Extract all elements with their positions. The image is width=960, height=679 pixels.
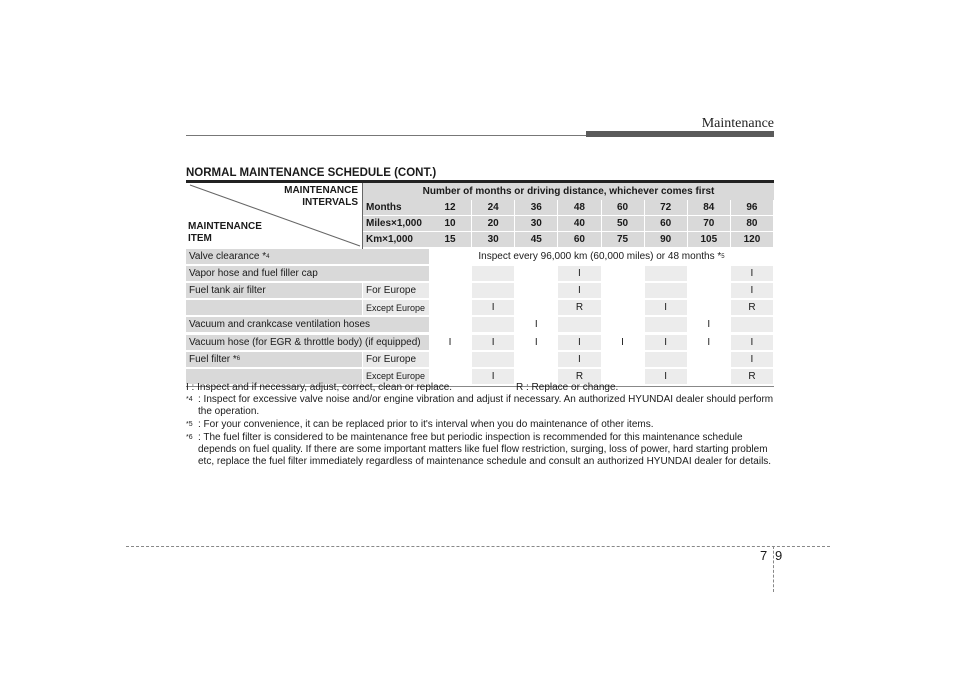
schedule-cell <box>515 266 557 281</box>
item-label: Vacuum hose (for EGR & throttle body) (if equipped) <box>186 335 429 350</box>
interval-value: 15 <box>429 232 471 247</box>
table-row <box>186 352 774 368</box>
sub-label: For Europe <box>362 283 429 298</box>
interval-value: 90 <box>645 232 687 247</box>
schedule-cell: I <box>731 266 773 281</box>
interval-value: 120 <box>731 232 773 247</box>
schedule-cell: I <box>688 317 730 332</box>
table-header <box>186 183 774 249</box>
schedule-cell <box>731 317 773 332</box>
table-row <box>186 283 774 299</box>
table-row <box>186 317 774 333</box>
table-row <box>186 335 774 351</box>
corner-item-label: MAINTENANCE ITEM <box>188 221 262 244</box>
footnote-mark: *6 <box>186 434 193 441</box>
footnote-mark: 6 <box>236 356 241 363</box>
schedule-cell <box>602 317 644 332</box>
legend-replace: R : Replace or change. <box>516 382 619 393</box>
footnote-mark: *5 <box>186 421 193 428</box>
schedule-cell <box>602 283 644 298</box>
interval-value: 36 <box>515 200 557 215</box>
schedule-cell: I <box>688 335 730 350</box>
schedule-cell <box>429 300 471 315</box>
item-label: Valve clearance * 4 <box>186 249 429 264</box>
interval-value: 45 <box>515 232 557 247</box>
schedule-cell: I <box>558 352 600 367</box>
item-label: Vapor hose and fuel filler cap <box>186 266 429 281</box>
schedule-cell: I <box>731 352 773 367</box>
schedule-cell <box>688 300 730 315</box>
page-index: 9 <box>775 548 783 563</box>
item-label: Fuel tank air filter <box>186 283 362 298</box>
schedule-cell: I <box>558 266 600 281</box>
item-label: Fuel filter * 6 <box>186 352 362 367</box>
footnote-text: : Inspect for excessive valve noise and/or engine vibration and adjust if necessary. An authorized HYUNDAI dealer should perform the operation. <box>198 394 774 417</box>
schedule-cell <box>472 266 514 281</box>
interval-value: 84 <box>688 200 730 215</box>
interval-value: 30 <box>515 216 557 231</box>
interval-value: 72 <box>645 200 687 215</box>
footer-dashed-divider <box>773 546 774 592</box>
schedule-cell: I <box>645 335 687 350</box>
schedule-cell <box>645 266 687 281</box>
legend-inspect: I : Inspect and if necessary, adjust, correct, clean or replace. <box>186 382 453 393</box>
schedule-cell <box>602 300 644 315</box>
schedule-cell: R <box>558 369 600 384</box>
schedule-cell <box>515 283 557 298</box>
sub-label: Except Europe <box>362 369 429 384</box>
schedule-cell <box>602 266 644 281</box>
schedule-cell <box>429 352 471 367</box>
interval-value: 60 <box>558 232 600 247</box>
header-bar <box>586 131 774 137</box>
item-label-continued <box>186 300 362 315</box>
footer-dashed-line <box>126 546 830 547</box>
schedule-cell: I <box>472 369 514 384</box>
interval-span-header: Number of months or driving distance, whichever comes first <box>363 183 774 200</box>
schedule-cell: I <box>558 335 600 350</box>
schedule-cell: I <box>515 335 557 350</box>
interval-value: 70 <box>688 216 730 231</box>
footnote <box>186 419 776 431</box>
sub-label: Except Europe <box>362 300 429 315</box>
interval-value: 24 <box>472 200 514 215</box>
schedule-cell <box>515 300 557 315</box>
footnote-text: : The fuel filter is considered to be maintenance free but periodic inspection is recommended for this maintenance schedule depends on fuel quality. If there are some important matters like fuel flow restriction, surging, loss of power, hard starting problem etc, replace the fuel filter immediately regardless of maintenance schedule and consult an authorized HYUNDAI dealer for details. <box>198 432 772 467</box>
schedule-cell: I <box>731 335 773 350</box>
schedule-title: NORMAL MAINTENANCE SCHEDULE (CONT.) <box>186 167 437 179</box>
interval-value: 10 <box>429 216 471 231</box>
schedule-cell <box>688 352 730 367</box>
table-row <box>186 249 774 265</box>
schedule-cell <box>688 283 730 298</box>
footnote-mark: *4 <box>186 396 193 403</box>
legend-row <box>186 382 776 394</box>
interval-value: 105 <box>688 232 730 247</box>
interval-value: 60 <box>645 216 687 231</box>
schedule-cell: R <box>731 369 773 384</box>
section-header: Maintenance <box>701 116 774 131</box>
interval-value: 40 <box>558 216 600 231</box>
interval-value: 75 <box>602 232 644 247</box>
footnotes <box>186 382 776 469</box>
schedule-cell: I <box>645 369 687 384</box>
schedule-cell <box>645 317 687 332</box>
schedule-cell <box>472 352 514 367</box>
schedule-cell <box>429 317 471 332</box>
schedule-cell: I <box>515 317 557 332</box>
schedule-cell: I <box>731 283 773 298</box>
schedule-cell <box>429 283 471 298</box>
schedule-cell: I <box>472 335 514 350</box>
chapter-number: 7 <box>760 548 768 563</box>
sub-label: For Europe <box>362 352 429 367</box>
interval-row-label: Km×1,000 <box>363 232 429 247</box>
schedule-cell <box>558 317 600 332</box>
interval-value: 48 <box>558 200 600 215</box>
schedule-cell <box>472 317 514 332</box>
schedule-cell: I <box>645 300 687 315</box>
schedule-cell: R <box>731 300 773 315</box>
schedule-cell <box>602 352 644 367</box>
schedule-cell: R <box>558 300 600 315</box>
footnote-text: : For your convenience, it can be replaced prior to it's interval when you do maintenance of other items. <box>198 419 654 430</box>
schedule-cell <box>472 283 514 298</box>
schedule-cell: I <box>602 335 644 350</box>
schedule-cell <box>688 266 730 281</box>
table-row <box>186 300 774 316</box>
schedule-cell <box>429 266 471 281</box>
interval-value: 12 <box>429 200 471 215</box>
inspect-note: Inspect every 96,000 km (60,000 miles) or 48 months * 5 <box>429 249 774 264</box>
interval-value: 20 <box>472 216 514 231</box>
corner-intervals-label: MAINTENANCE INTERVALS <box>284 185 358 208</box>
footnote-mark: 5 <box>721 253 725 260</box>
schedule-cell <box>645 283 687 298</box>
item-label: Vacuum and crankcase ventilation hoses <box>186 317 429 332</box>
schedule-cell: I <box>472 300 514 315</box>
table-row <box>186 266 774 282</box>
schedule-cell <box>645 352 687 367</box>
interval-value: 30 <box>472 232 514 247</box>
footnote <box>186 432 776 468</box>
interval-row-label: Months <box>363 200 429 215</box>
interval-value: 60 <box>602 200 644 215</box>
interval-value: 50 <box>602 216 644 231</box>
header-rule <box>186 135 586 136</box>
schedule-cell <box>515 352 557 367</box>
interval-value: 96 <box>731 200 773 215</box>
footnote-mark: 4 <box>266 253 270 260</box>
interval-row-label: Miles×1,000 <box>363 216 429 231</box>
schedule-cell: I <box>558 283 600 298</box>
footnote <box>186 394 776 418</box>
interval-value: 80 <box>731 216 773 231</box>
schedule-cell: I <box>429 335 471 350</box>
